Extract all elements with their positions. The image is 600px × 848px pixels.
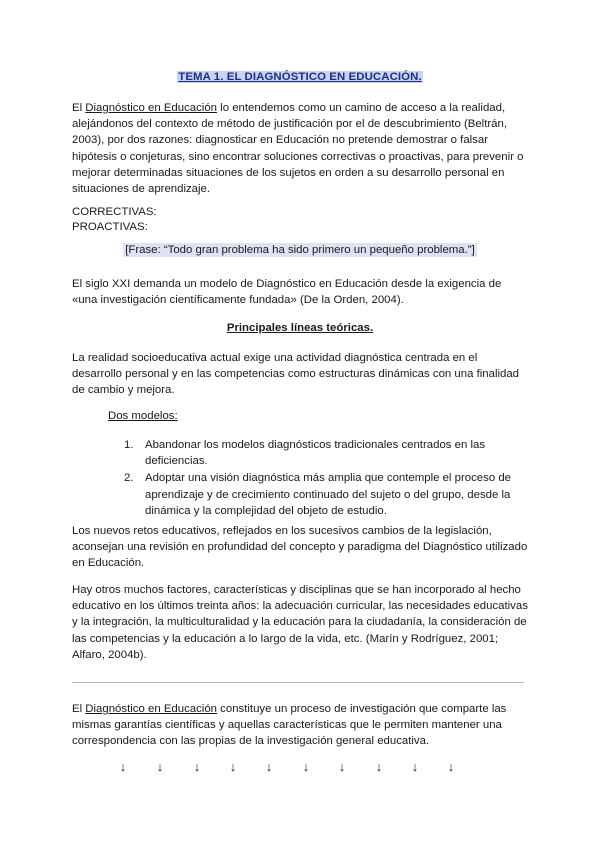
section-subtitle: Principales líneas teóricas.: [226, 322, 374, 334]
list-text: Adoptar una visión diagnóstica más amplia que contemple el proceso de aprendizaje y de crecimiento continuado del sujeto o del grupo, desde la dinámica y la complejidad del objeto de estudio.: [145, 472, 511, 517]
list-item: [118, 470, 518, 519]
intro-paragraph: [72, 100, 528, 197]
arrow-row: [118, 760, 468, 776]
diag-post: constituye un proceso de investigación que comparte las mismas garantías científicas y aquellas características que le permiten mantener una correspondencia con las propias de la investigación general educativa.: [72, 703, 507, 748]
down-arrow-icon: ↓: [119, 759, 127, 774]
diagnostico-paragraph: [72, 701, 528, 750]
diag-pre: El: [72, 703, 86, 715]
dos-modelos-heading: Dos modelos:: [108, 410, 178, 422]
factores-paragraph: Hay otros muchos factores, características y disciplinas que se han incorporado al hecho educativo en los últimos treinta años: la adecuación curricular, las necesidades educativas y la integración, la multiculturalidad y la educación para la ciudadanía, la consideración de las competencias y la educación a lo largo de la vida, etc. (Marín y Rodríguez, 2001; Alfaro, 2004b).: [72, 584, 528, 661]
list-text: Abandonar los modelos diagnósticos tradicionales centrados en las deficiencias.: [145, 439, 486, 468]
list-item: [118, 437, 518, 469]
intro-pre: El: [72, 102, 86, 114]
quote-line: [72, 244, 528, 256]
correctivas-label: CORRECTIVAS:: [72, 206, 157, 218]
down-arrow-icon: ↓: [229, 759, 237, 774]
down-arrow-icon: ↓: [375, 759, 383, 774]
intro-post: lo entendemos como un camino de acceso a la realidad, alejándonos del contexto de método de justificación por el de descubrimiento (Beltrán, 2003), por dos razones: diagnosticar en Educación no pretende demostrar o falsar hipótesis o conjeturas, sino encontrar soluciones correctivas o proactivas, para prevenir o mejorar determinadas situaciones de los sujetos en orden a su desarrollo personal en situaciones de aprendizaje.: [72, 102, 524, 196]
down-arrow-icon: ↓: [447, 759, 455, 774]
quote-text: [Frase: “Todo gran problema ha sido primero un pequeño problema.”]: [125, 244, 475, 256]
down-arrow-icon: ↓: [193, 759, 201, 774]
down-arrow-icon: ↓: [302, 759, 310, 774]
realidad-paragraph: La realidad socioeducativa actual exige una actividad diagnóstica centrada en el desarrollo personal y en las competencias como estructuras dinámicas con una finalidad de cambio y mejora.: [72, 352, 520, 397]
down-arrow-icon: ↓: [265, 759, 273, 774]
horizontal-divider: [72, 682, 524, 683]
diag-link-text: Diagnóstico en Educación: [85, 703, 218, 715]
down-arrow-icon: ↓: [411, 759, 419, 774]
title-text: TEMA 1. EL DIAGNÓSTICO EN EDUCACIÓN.: [178, 71, 422, 83]
proactivas-label: PROACTIVAS:: [72, 221, 148, 233]
down-arrow-icon: ↓: [338, 759, 346, 774]
list-number: 2.: [124, 472, 134, 485]
list-number: 1.: [124, 439, 134, 451]
intro-link-text: Diagnóstico en Educación: [85, 102, 218, 114]
document-title: [0, 71, 600, 83]
models-list: [118, 437, 518, 520]
retos-paragraph: Los nuevos retos educativos, reflejados en los sucesivos cambios de la legislación, aconsejan una revisión en profundidad del concepto y paradigma del Diagnóstico utilizado en Educación.: [72, 525, 528, 570]
siglo-paragraph: El siglo XXI demanda un modelo de Diagnóstico en Educación desde la exigencia de «una investigación científicamente fundada» (De la Orden, 2004).: [72, 278, 502, 307]
down-arrow-icon: ↓: [156, 759, 164, 774]
